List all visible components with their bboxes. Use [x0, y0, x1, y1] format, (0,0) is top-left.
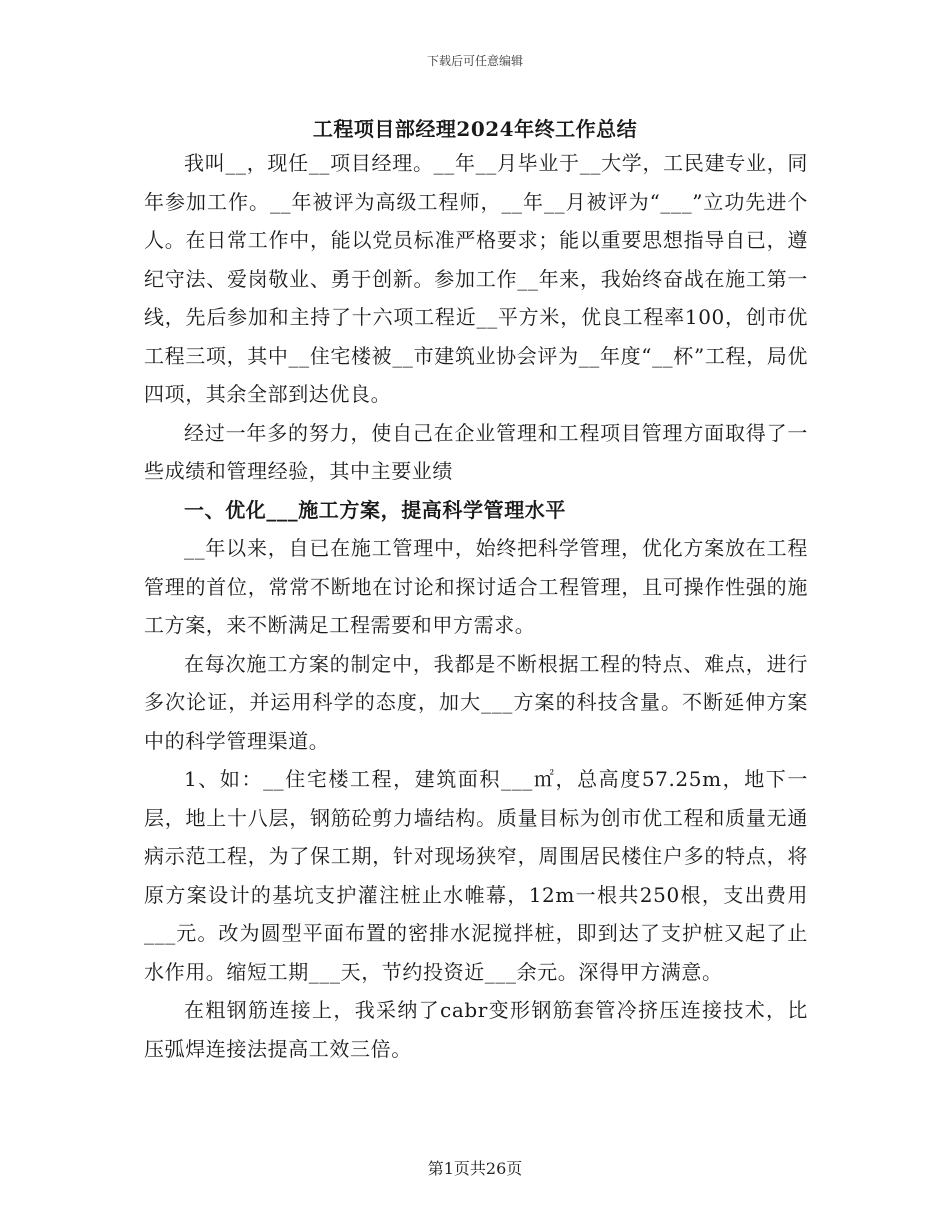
- page-header-note: 下载后可任意编辑: [426, 54, 523, 68]
- page-number-footer: 第1页共26页: [427, 1159, 523, 1178]
- section1-paragraph-2: 在每次施工方案的制定中，我都是不断根据工程的特点、难点，进行多次论证，并运用科学的态度，加大___方案的科技含量。不断延伸方案中的科学管理渠道。: [144, 651, 808, 753]
- document-title: 工程项目部经理2024年终工作总结: [312, 117, 638, 141]
- body-paragraph-achievements: 经过一年多的努力，使自己在企业管理和工程项目管理方面取得了一些成绩和管理经验，其中主要业绩: [144, 420, 808, 483]
- body-paragraph-intro: 我叫__，现任__项目经理。__年__月毕业于__大学，工民建专业，同年参加工作。__年被评为高级工程师，__年__月被评为“___”立功先进个人。在日常工作中，能以党员标准严格要求；能以重要思想指导自已，遵纪守法、爱岗敬业、勇于创新。参加工作__年来，我始终奋战在施工第一线，先后参加和主持了十六项工程近__平方米，优良工程率100，创市优工程三项，其中__住宅楼被__市建筑业协会评为__年度“__杯”工程，局优四项，其余全部到达优良。: [144, 151, 808, 406]
- document-body: [144, 144, 808, 1068]
- section-heading-1: 一、优化___施工方案，提高科学管理水平: [184, 497, 566, 522]
- section1-paragraph-4: 在粗钢筋连接上，我采纳了cabr变形钢筋套管冷挤压连接技术，比压弧焊连接法提高工效三倍。: [144, 998, 808, 1061]
- section1-paragraph-1: __年以来，自已在施工管理中，始终把科学管理，优化方案放在工程管理的首位，常常不断地在讨论和探讨适合工程管理，且可操作性强的施工方案，来不断满足工程需要和甲方需求。: [144, 536, 808, 637]
- section1-paragraph-3: 1、如：__住宅楼工程，建筑面积___㎡，总高度57.25m，地下一层，地上十八层，钢筋砼剪力墙结构。质量目标为创市优工程和质量无通病示范工程，为了保工期，针对现场狭窄，周围居民楼住户多的特点，将原方案设计的基坑支护灌注桩止水帷幕，12m一根共250根，支出费用___元。改为圆型平面布置的密排水泥搅拌桩，即到达了支护桩又起了止水作用。缩短工期___天，节约投资近___余元。深得甲方满意。: [144, 767, 808, 984]
